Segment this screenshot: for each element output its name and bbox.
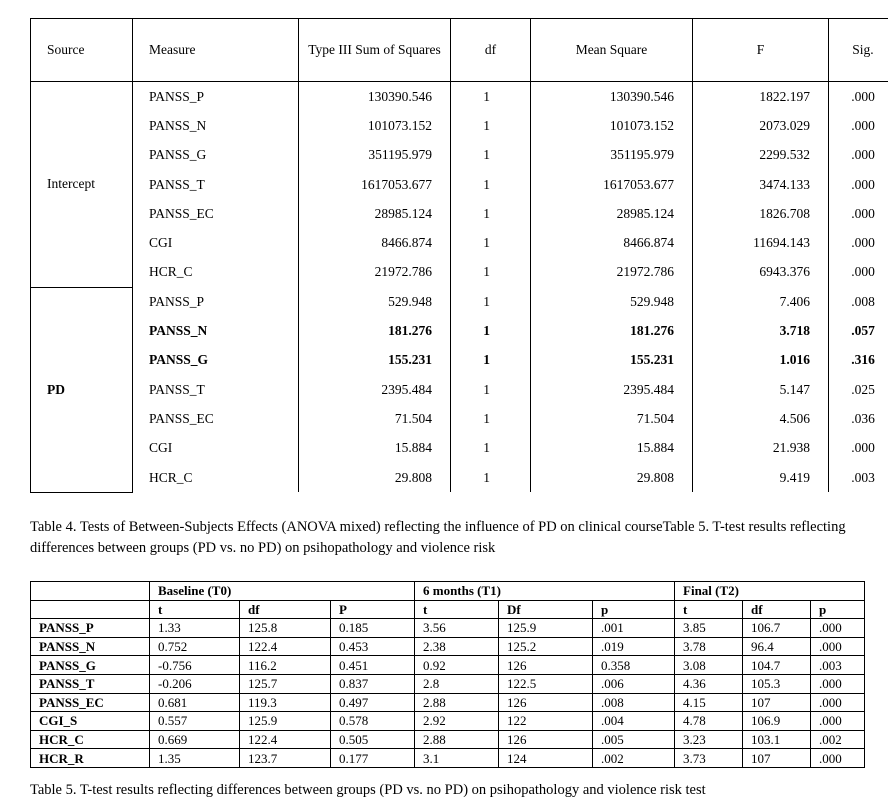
ttest-value-cell: 106.7 [743,619,811,638]
ttest-row-label: PANSS_T [31,674,150,693]
ttest-value-cell: 2.88 [415,693,499,712]
ttest-value-cell: -0.206 [150,674,240,693]
ttest-value-cell: 2.8 [415,674,499,693]
f-cell: 3474.133 [693,170,829,199]
df-cell: 1 [451,170,531,199]
ttest-value-cell: 104.7 [743,656,811,675]
ttest-subheader-cell: P [331,600,415,619]
ttest-value-cell: 0.557 [150,712,240,731]
ttest-value-cell: 122.4 [240,730,331,749]
ttest-value-cell: 126 [499,693,593,712]
f-cell: 2073.029 [693,111,829,140]
sum-of-squares-cell: 181.276 [299,316,451,345]
ttest-value-cell: .000 [811,749,865,768]
f-cell: 1822.197 [693,82,829,112]
ttest-value-cell: 103.1 [743,730,811,749]
df-cell: 1 [451,287,531,316]
ttest-value-cell: .006 [593,674,675,693]
measure-cell: HCR_C [133,463,299,492]
ttest-value-cell: 0.92 [415,656,499,675]
sum-of-squares-cell: 29.808 [299,463,451,492]
ttest-row-label: PANSS_EC [31,693,150,712]
ttest-value-cell: .000 [811,712,865,731]
ttest-value-cell: .005 [593,730,675,749]
ttest-subheader-blank [31,600,150,619]
ttest-value-cell: 123.7 [240,749,331,768]
ttest-value-cell: 122.4 [240,637,331,656]
ttest-value-cell: 106.9 [743,712,811,731]
ttest-row [31,637,865,656]
mean-square-cell: 71.504 [531,404,693,433]
ttest-value-cell: 119.3 [240,693,331,712]
anova-row [31,199,888,228]
ttest-row-label: PANSS_G [31,656,150,675]
sum-of-squares-cell: 155.231 [299,346,451,375]
anova-row [31,346,888,375]
ttest-subheader-cell: p [811,600,865,619]
ttest-subheader-cell: t [675,600,743,619]
f-cell: 7.406 [693,287,829,316]
sum-of-squares-cell: 351195.979 [299,141,451,170]
df-cell: 1 [451,434,531,463]
ttest-row [31,619,865,638]
measure-cell: CGI [133,434,299,463]
ttest-value-cell: 122 [499,712,593,731]
f-cell: 2299.532 [693,141,829,170]
sum-of-squares-cell: 101073.152 [299,111,451,140]
ttest-subheader-cell: Df [499,600,593,619]
ttest-row-label: HCR_C [31,730,150,749]
anova-row [31,316,888,345]
sig-cell: .003 [829,463,888,492]
anova-row [31,463,888,492]
sum-of-squares-cell: 8466.874 [299,228,451,257]
sig-cell: .000 [829,199,888,228]
anova-row [31,434,888,463]
ttest-value-cell: 125.7 [240,674,331,693]
header-sum-of-squares: Type III Sum of Squares [299,19,451,82]
ttest-value-cell: 0.837 [331,674,415,693]
ttest-value-cell: 0.497 [331,693,415,712]
sig-cell: .000 [829,82,888,112]
measure-cell: PANSS_T [133,375,299,404]
ttest-value-cell: 126 [499,730,593,749]
sig-cell: .000 [829,258,888,287]
anova-row [31,228,888,257]
measure-cell: CGI [133,228,299,257]
group-baseline: Baseline (T0) [150,582,415,601]
ttest-row [31,730,865,749]
ttest-subheader-row [31,600,865,619]
f-cell: 4.506 [693,404,829,433]
ttest-row [31,712,865,731]
ttest-corner-cell [31,582,150,601]
anova-row [31,82,888,112]
ttest-value-cell: 125.8 [240,619,331,638]
measure-cell: PANSS_T [133,170,299,199]
ttest-value-cell: 3.08 [675,656,743,675]
sig-cell: .008 [829,287,888,316]
ttest-subheader-cell: t [150,600,240,619]
table4-caption: Table 4. Tests of Between-Subjects Effects (ANOVA mixed) reflecting the influence of PD on clinical courseTable 5. T-test results reflecting differences between groups (PD vs. no PD) on psihopathology and violence risk [30,519,846,556]
header-mean-square: Mean Square [531,19,693,82]
header-sig: Sig. [829,19,888,82]
ttest-subheader-cell: df [240,600,331,619]
ttest-subheader-cell: p [593,600,675,619]
sum-of-squares-cell: 71.504 [299,404,451,433]
ttest-value-cell: .000 [811,674,865,693]
ttest-value-cell: 0.505 [331,730,415,749]
measure-cell: HCR_C [133,258,299,287]
sig-cell: .000 [829,434,888,463]
ttest-row [31,749,865,768]
ttest-row-label: PANSS_N [31,637,150,656]
df-cell: 1 [451,463,531,492]
mean-square-cell: 130390.546 [531,82,693,112]
ttest-subheader-cell: df [743,600,811,619]
ttest-value-cell: 0.681 [150,693,240,712]
sig-cell: .057 [829,316,888,345]
header-measure: Measure [133,19,299,82]
f-cell: 5.147 [693,375,829,404]
measure-cell: PANSS_EC [133,199,299,228]
sig-cell: .025 [829,375,888,404]
header-source: Source [31,19,133,82]
f-cell: 3.718 [693,316,829,345]
ttest-value-cell: 124 [499,749,593,768]
ttest-value-cell: 116.2 [240,656,331,675]
ttest-group-header-row [31,582,865,601]
ttest-value-cell: 1.33 [150,619,240,638]
mean-square-cell: 529.948 [531,287,693,316]
mean-square-cell: 155.231 [531,346,693,375]
anova-row [31,111,888,140]
sig-cell: .000 [829,141,888,170]
table5-caption: Table 5. T-test results reflecting differences between groups (PD vs. no PD) on psihopathology and violence risk test [30,782,706,798]
anova-row [31,287,888,316]
mean-square-cell: 28985.124 [531,199,693,228]
ttest-value-cell: 126 [499,656,593,675]
ttest-value-cell: 0.453 [331,637,415,656]
ttest-value-cell: .002 [811,730,865,749]
ttest-value-cell: 0.752 [150,637,240,656]
df-cell: 1 [451,228,531,257]
anova-row [31,404,888,433]
sum-of-squares-cell: 2395.484 [299,375,451,404]
anova-header-row [31,19,888,82]
ttest-value-cell: .003 [811,656,865,675]
df-cell: 1 [451,141,531,170]
ttest-value-cell: .000 [811,619,865,638]
measure-cell: PANSS_EC [133,404,299,433]
df-cell: 1 [451,199,531,228]
sig-cell: .000 [829,111,888,140]
ttest-value-cell: 107 [743,693,811,712]
mean-square-cell: 2395.484 [531,375,693,404]
ttest-value-cell: .001 [593,619,675,638]
ttest-value-cell: 0.185 [331,619,415,638]
df-cell: 1 [451,82,531,112]
sum-of-squares-cell: 28985.124 [299,199,451,228]
ttest-value-cell: 3.56 [415,619,499,638]
ttest-value-cell: 4.36 [675,674,743,693]
df-cell: 1 [451,316,531,345]
f-cell: 11694.143 [693,228,829,257]
ttest-value-cell: 122.5 [499,674,593,693]
ttest-value-cell: 0.669 [150,730,240,749]
ttest-value-cell: 4.15 [675,693,743,712]
measure-cell: PANSS_P [133,287,299,316]
anova-row [31,258,888,287]
ttest-value-cell: 3.78 [675,637,743,656]
mean-square-cell: 101073.152 [531,111,693,140]
measure-cell: PANSS_N [133,316,299,345]
ttest-row [31,656,865,675]
df-cell: 1 [451,258,531,287]
ttest-value-cell: .019 [593,637,675,656]
ttest-value-cell: 2.88 [415,730,499,749]
sig-cell: .000 [829,170,888,199]
ttest-row [31,693,865,712]
f-cell: 9.419 [693,463,829,492]
sum-of-squares-cell: 21972.786 [299,258,451,287]
measure-cell: PANSS_N [133,111,299,140]
mean-square-cell: 351195.979 [531,141,693,170]
group-final: Final (T2) [675,582,865,601]
f-cell: 1826.708 [693,199,829,228]
ttest-value-cell: 3.1 [415,749,499,768]
ttest-value-cell: 3.85 [675,619,743,638]
mean-square-cell: 15.884 [531,434,693,463]
ttest-value-cell: 107 [743,749,811,768]
ttest-value-cell: 0.177 [331,749,415,768]
source-cell: PD [31,287,133,492]
f-cell: 1.016 [693,346,829,375]
anova-row [31,170,888,199]
ttest-value-cell: .000 [811,637,865,656]
measure-cell: PANSS_G [133,346,299,375]
measure-cell: PANSS_G [133,141,299,170]
ttest-value-cell: 0.358 [593,656,675,675]
ttest-value-cell: 0.451 [331,656,415,675]
anova-row [31,375,888,404]
source-cell: Intercept [31,82,133,288]
anova-table [30,18,888,493]
ttest-value-cell: 4.78 [675,712,743,731]
sum-of-squares-cell: 130390.546 [299,82,451,112]
df-cell: 1 [451,375,531,404]
mean-square-cell: 21972.786 [531,258,693,287]
sig-cell: .036 [829,404,888,433]
f-cell: 21.938 [693,434,829,463]
ttest-row-label: HCR_R [31,749,150,768]
ttest-value-cell: .000 [811,693,865,712]
ttest-row [31,674,865,693]
df-cell: 1 [451,404,531,433]
sum-of-squares-cell: 1617053.677 [299,170,451,199]
ttest-subheader-cell: t [415,600,499,619]
mean-square-cell: 1617053.677 [531,170,693,199]
mean-square-cell: 181.276 [531,316,693,345]
ttest-value-cell: .004 [593,712,675,731]
anova-row [31,141,888,170]
ttest-value-cell: 125.2 [499,637,593,656]
sig-cell: .316 [829,346,888,375]
ttest-value-cell: 0.578 [331,712,415,731]
df-cell: 1 [451,111,531,140]
ttest-row-label: CGI_S [31,712,150,731]
ttest-value-cell: 2.38 [415,637,499,656]
measure-cell: PANSS_P [133,82,299,112]
sum-of-squares-cell: 529.948 [299,287,451,316]
ttest-value-cell: 96.4 [743,637,811,656]
sig-cell: .000 [829,228,888,257]
ttest-value-cell: .008 [593,693,675,712]
ttest-value-cell: 105.3 [743,674,811,693]
header-f: F [693,19,829,82]
group-6-months: 6 months (T1) [415,582,675,601]
df-cell: 1 [451,346,531,375]
ttest-value-cell: 3.73 [675,749,743,768]
f-cell: 6943.376 [693,258,829,287]
ttest-table [30,581,865,768]
ttest-value-cell: 3.23 [675,730,743,749]
ttest-value-cell: 2.92 [415,712,499,731]
ttest-value-cell: 1.35 [150,749,240,768]
sum-of-squares-cell: 15.884 [299,434,451,463]
ttest-value-cell: .002 [593,749,675,768]
mean-square-cell: 8466.874 [531,228,693,257]
header-df: df [451,19,531,82]
ttest-value-cell: 125.9 [499,619,593,638]
ttest-row-label: PANSS_P [31,619,150,638]
ttest-value-cell: 125.9 [240,712,331,731]
ttest-value-cell: -0.756 [150,656,240,675]
mean-square-cell: 29.808 [531,463,693,492]
